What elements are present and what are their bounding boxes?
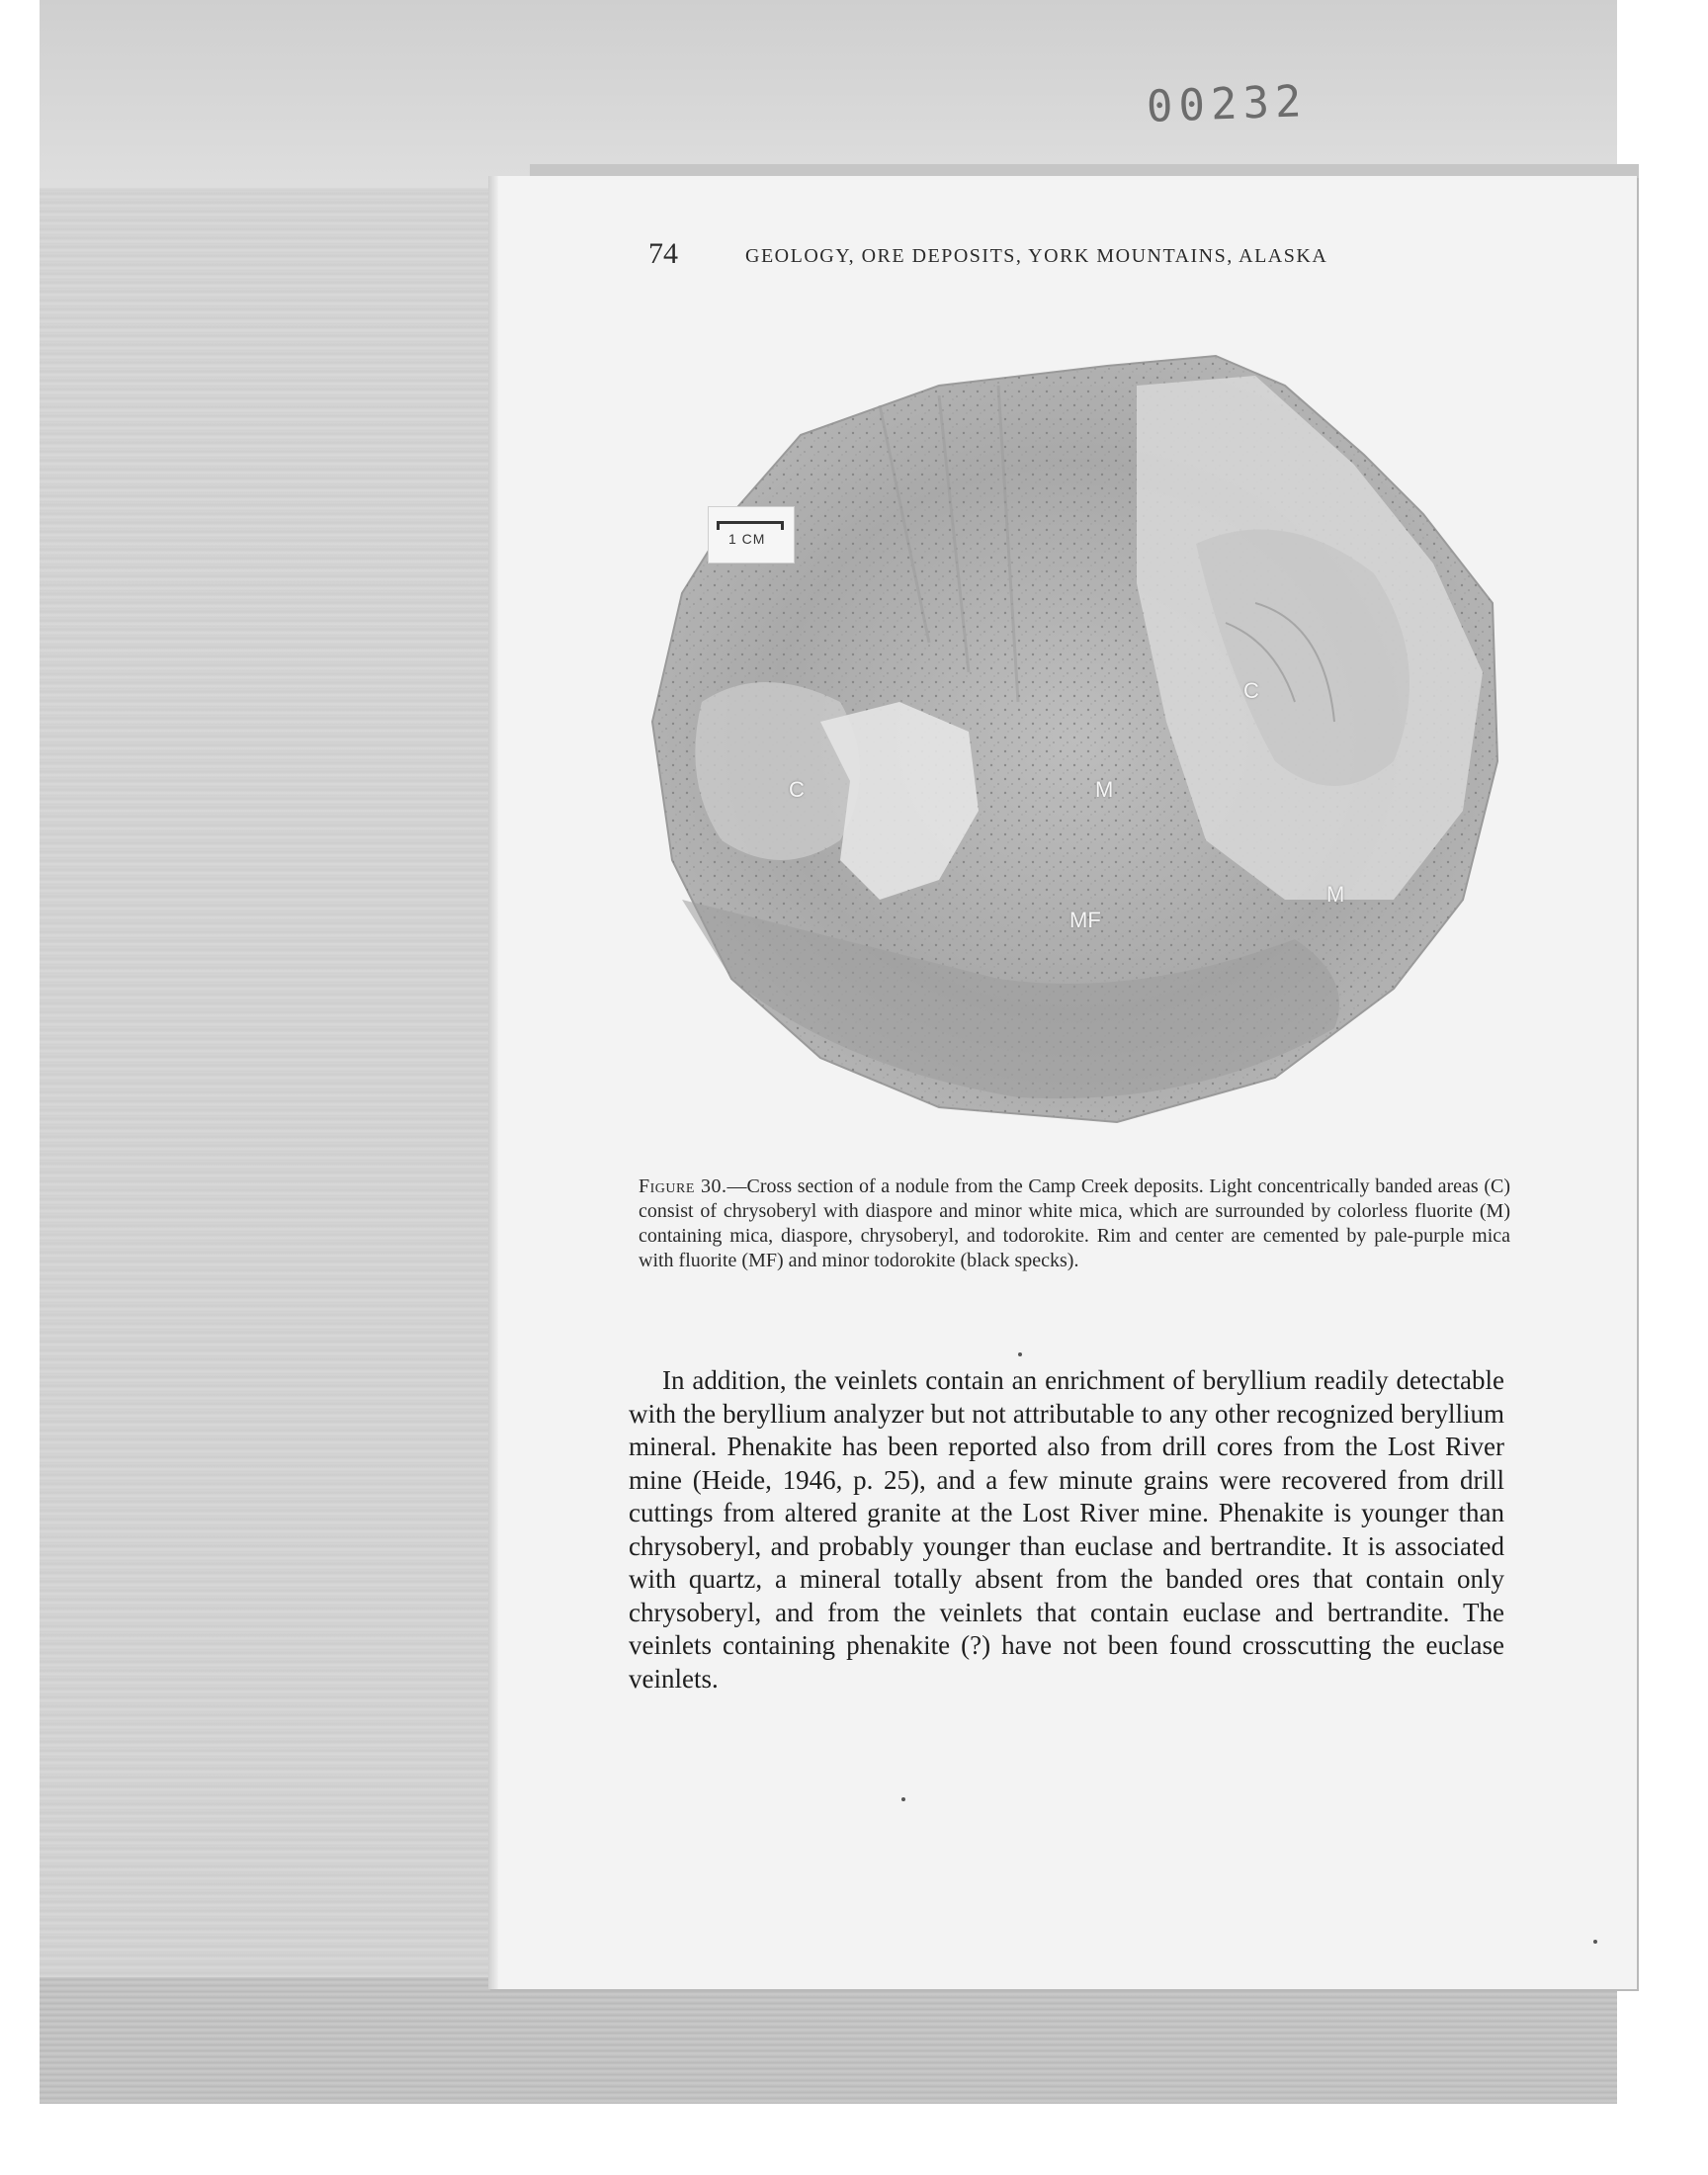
page-header [648,237,1439,277]
photo-label-m-center: M [1095,777,1114,802]
body-paragraph: In addition, the veinlets contain an enrichment of beryllium readily detectable with the beryllium analyzer but not attributable to any other recognized beryllium mineral. Phenakite has been reported also from drill cores from the Lost River mine (Heide, 1946, p. 25), and a few minute grains were recovered from drill cuttings from altered granite at the Lost River mine. Phenakite is younger than chrysoberyl, and probably younger than euclase and bertrandite. It is associated with quartz, a mineral totally absent from the banded ores that contain only chrysoberyl, and from the veinlets that contain euclase and bertrandite. The veinlets containing phenakite (?) have not been found crosscutting the euclase veinlets. [629,1365,1504,1694]
scan-speck [901,1797,905,1801]
figure-caption-text: —Cross section of a nodule from the Camp Creek deposits. Light concentrically banded areas (C) consist of chrysoberyl with diaspore and minor white mica, which are surrounded by colorless fluorite (M) containing mica, diaspore, chrysoberyl, and todorokite. Rim and center are cemented by pale-purple mica with fluorite (MF) and minor todorokite (black specks). [639,1175,1510,1271]
running-title: GEOLOGY, ORE DEPOSITS, YORK MOUNTAINS, ALASKA [745,245,1328,267]
scan-top-band [40,0,1617,188]
scan-bottom-band [40,1977,1617,2104]
scale-bar-label: 1 CM [728,531,766,547]
scan-speck [1018,1352,1022,1356]
photo-label-mf: MF [1069,908,1101,932]
page-edge [488,176,498,1989]
figure-caption-label: Figure 30. [639,1175,727,1197]
scale-bar-line [717,521,784,530]
figure-caption [639,1174,1510,1273]
scan-speck [1593,1940,1597,1944]
page-number: 74 [648,237,678,270]
photo-label-m-right: M [1326,882,1345,907]
scan-left-shading [40,0,504,2104]
nodule-photograph [642,346,1502,1137]
photo-label-c-left: C [789,777,805,802]
photo-label-c-right: C [1243,678,1259,703]
scale-bar [708,506,795,564]
stamp-number: 00232 [1146,76,1309,132]
